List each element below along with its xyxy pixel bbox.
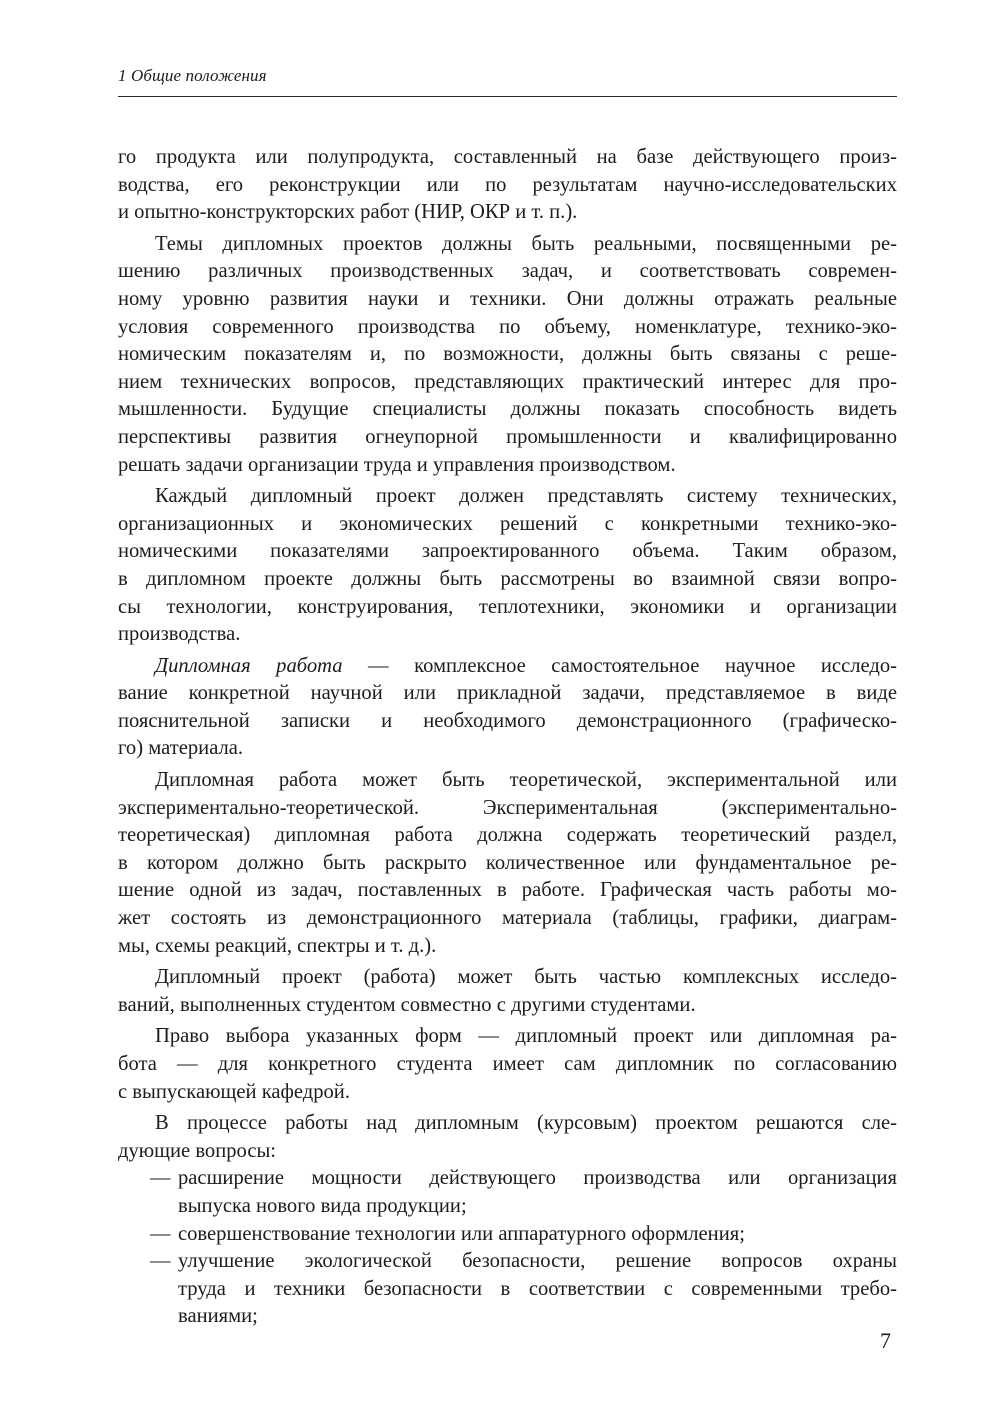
definition-text: — комплексное самостоятельное научное исследо- <box>342 654 897 677</box>
text-line: водства, его реконструкции или по результатам научно-исследовательских <box>118 173 897 196</box>
text-line: ваний, выполненных студентом совместно с другими студентами. <box>118 993 696 1016</box>
paragraph <box>118 767 897 960</box>
text-line: организационных и экономических решений с конкретными технико-эко- <box>118 512 897 535</box>
text-line: в дипломном проекте должны быть рассмотрены во взаимной связи вопро- <box>118 567 897 590</box>
text-line: шению различных производственных задач, и соответствовать современ- <box>118 260 897 283</box>
list-dash-marker: — <box>150 1250 171 1273</box>
text-line: В процессе работы над дипломным (курсовым) проектом решаются сле- <box>155 1112 897 1135</box>
defined-term: Дипломная работа <box>155 654 343 677</box>
paragraph <box>118 1110 897 1165</box>
text-line: экспериментально-теоретической. Экспериментальная (экспериментально- <box>118 796 897 819</box>
paragraph <box>118 1023 897 1106</box>
text-line: бота — для конкретного студента имеет сам дипломник по согласованию <box>118 1053 897 1075</box>
text-line: мышленности. Будущие специалисты должны показать способность видеть <box>118 398 897 421</box>
text-line: жет состоять из демонстрационного материала (таблицы, графики, диаграм- <box>118 907 897 930</box>
text-line: Темы дипломных проектов должны быть реальными, посвященными ре- <box>155 232 897 255</box>
text-line: Дипломный проект (работа) может быть частью комплексных исследо- <box>155 966 897 989</box>
text-line: производства. <box>118 623 241 646</box>
text-line: Каждый дипломный проект должен представлять систему технических, <box>155 485 897 508</box>
text-line: решать задачи организации труда и управления производством. <box>118 453 676 476</box>
paragraph-continued <box>118 144 897 227</box>
text-line: труда и техники безопасности в соответствии с современными требо- <box>178 1277 897 1300</box>
list-item <box>118 1248 897 1331</box>
list-item <box>118 1165 897 1220</box>
text-line: номическими показателями запроектированного объема. Таким образом, <box>118 540 897 563</box>
text-line: шение одной из задач, поставленных в работе. Графическая часть работы мо- <box>118 879 897 902</box>
paragraph <box>118 231 897 479</box>
text-line: с выпускающей кафедрой. <box>118 1080 350 1103</box>
text-line: мы, схемы реакций, спектры и т. д.). <box>118 934 437 957</box>
text-line: выпуска нового вида продукции; <box>178 1194 467 1217</box>
text-line: условия современного производства по объему, номенклатуре, технико-эко- <box>118 315 897 338</box>
text-line: в котором должно быть раскрыто количественное или фундаментальное ре- <box>118 851 897 874</box>
text-line: совершенствование технологии или аппаратурного оформления; <box>178 1222 745 1245</box>
dash-list <box>118 1165 897 1331</box>
paragraph <box>118 964 897 1019</box>
list-dash-marker: — <box>150 1167 171 1190</box>
definition-paragraph <box>118 653 897 763</box>
text-line: пояснительной записки и необходимого демонстрационного (графическо- <box>118 709 897 732</box>
text-line: сы технологии, конструирования, теплотехники, экономики и организации <box>118 595 897 618</box>
header-divider <box>118 96 897 97</box>
text-line: ному уровню развития науки и техники. Они должны отражать реальные <box>118 287 897 310</box>
page-number: 7 <box>880 1328 891 1353</box>
text-line: го) материала. <box>118 737 244 760</box>
text-line: улучшение экологической безопасности, решение вопросов охраны <box>178 1250 897 1273</box>
running-title: 1 Общие положения <box>118 66 267 85</box>
text-line: вание конкретной научной или прикладной задачи, представляемое в виде <box>118 682 897 705</box>
paragraph <box>118 483 897 649</box>
text-line: теоретическая) дипломная работа должна содержать теоретический раздел, <box>118 824 897 847</box>
text-line: го продукта или полупродукта, составленный на базе действующего произ- <box>118 146 897 168</box>
text-line: нием технических вопросов, представляющих практический интерес для про- <box>118 370 897 393</box>
text-line: перспективы развития огнеупорной промышленности и квалифицированно <box>118 425 897 448</box>
text-line: и опытно-конструкторских работ (НИР, ОКР и т. п.). <box>118 201 578 224</box>
text-line: ваниями; <box>178 1305 258 1328</box>
list-item <box>118 1221 897 1249</box>
text-line: Дипломная работа может быть теоретической, экспериментальной или <box>155 769 897 792</box>
list-dash-marker: — <box>150 1222 171 1245</box>
text-line: Право выбора указанных форм — дипломный проект или дипломная ра- <box>155 1025 897 1048</box>
text-line: дующие вопросы: <box>118 1139 277 1162</box>
text-line: расширение мощности действующего производства или организация <box>178 1167 897 1190</box>
text-line: номическим показателям и, по возможности, должны быть связаны с реше- <box>118 343 897 366</box>
text-line <box>118 653 897 681</box>
body-text <box>118 144 897 1331</box>
